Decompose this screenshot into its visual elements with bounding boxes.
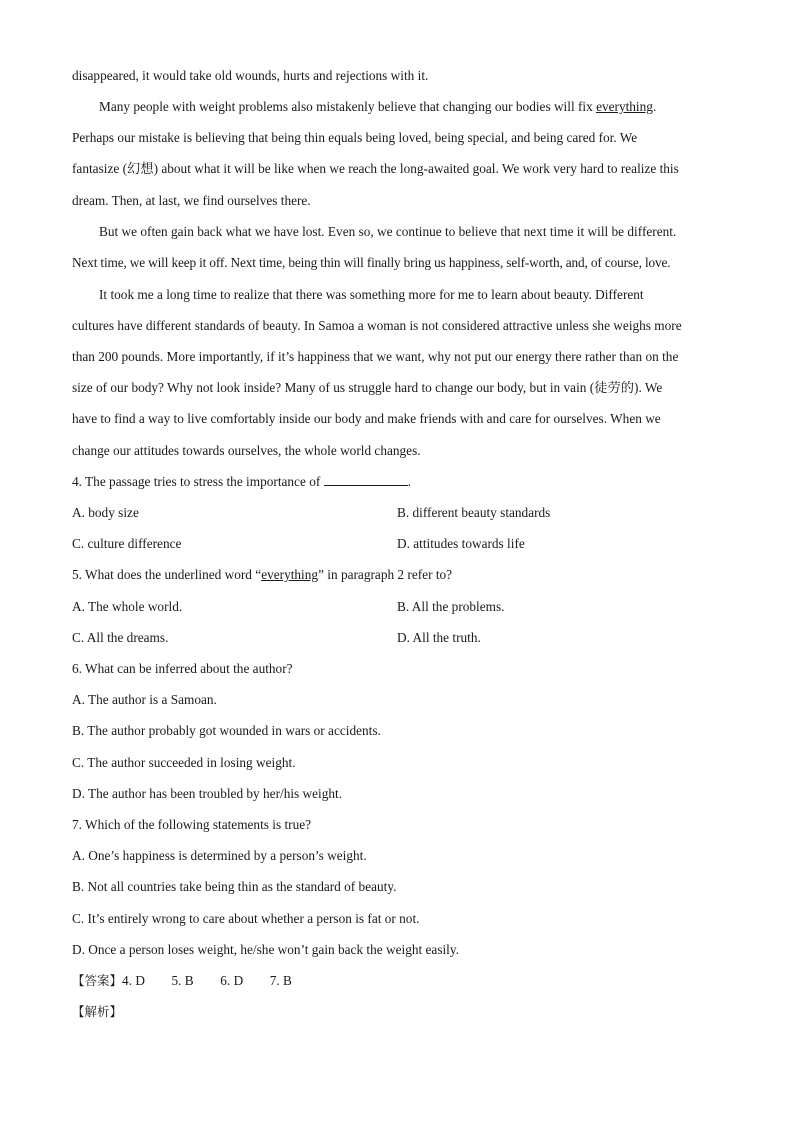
answer-text: 4. D 5. B 6. D 7. B xyxy=(122,973,292,988)
q7-stem: 7. Which of the following statements is true? xyxy=(72,817,312,832)
p2-text: Many people with weight problems also mistakenly believe that changing our bodies will fix xyxy=(99,99,597,114)
q7-option-a: A. One’s happiness is determined by a person’s weight. xyxy=(72,848,367,863)
q7-option-d: D. Once a person loses weight, he/she won’t gain back the weight easily. xyxy=(72,942,459,957)
q6-stem: 6. What can be inferred about the author? xyxy=(72,661,293,676)
q4-stem xyxy=(72,473,722,491)
passage-p4-line1: It took me a long time to realize that there was something more for me to learn about beauty. Different xyxy=(99,287,644,302)
q7-option-b: B. Not all countries take being thin as the standard of beauty. xyxy=(72,879,397,894)
passage-p2-line1 xyxy=(99,98,749,116)
q5-underlined-word: everything xyxy=(261,567,319,582)
q6-option-d: D. The author has been troubled by her/his weight. xyxy=(72,786,343,801)
passage-p4-line3: than 200 pounds. More importantly, if it’s happiness that we want, why not put our energy there rather than on the xyxy=(72,349,679,364)
q5-option-b: B. All the problems. xyxy=(397,599,505,614)
underlined-word: everything xyxy=(596,99,653,114)
passage-p4-line5: have to find a way to live comfortably inside our body and make friends with and care for ourselves. When we xyxy=(72,411,661,426)
q6-option-c: C. The author succeeded in losing weight. xyxy=(72,755,296,770)
q6-option-a: A. The author is a Samoan. xyxy=(72,692,217,707)
analysis-label: 【解析】 xyxy=(72,1004,123,1019)
q4-option-b: B. different beauty standards xyxy=(397,505,551,520)
passage-p4-line6: change our attitudes towards ourselves, the whole world changes. xyxy=(72,443,421,458)
q5-option-c: C. All the dreams. xyxy=(72,630,169,645)
q4-option-c: C. culture difference xyxy=(72,536,182,551)
answer-line xyxy=(72,972,722,990)
passage-p1-end: disappeared, it would take old wounds, hurts and rejections with it. xyxy=(72,68,429,83)
q6-option-b: B. The author probably got wounded in wars or accidents. xyxy=(72,723,381,738)
analysis-line xyxy=(72,1003,722,1021)
passage-p2-line3: fantasize (幻想) about what it will be like when we reach the long-awaited goal. We work very hard to realize this xyxy=(72,161,679,176)
passage-p2-line4: dream. Then, at last, we find ourselves there. xyxy=(72,193,311,208)
q4-option-d: D. attitudes towards life xyxy=(397,536,525,551)
q4-stem-text: 4. The passage tries to stress the importance of xyxy=(72,474,324,489)
passage-p2-line2: Perhaps our mistake is believing that being thin equals being loved, being special, and being cared for. We xyxy=(72,130,638,145)
q5-option-a: A. The whole world. xyxy=(72,599,183,614)
answer-blank xyxy=(324,473,408,486)
p2-punct: . xyxy=(652,99,657,114)
q4-option-a: A. body size xyxy=(72,505,139,520)
q5-stem-pre: 5. What does the underlined word “ xyxy=(72,567,262,582)
answer-label: 【答案】 xyxy=(72,973,123,988)
passage-p3-line2: Next time, we will keep it off. Next time, being thin will finally bring us happiness, self-worth, and, of course, love. xyxy=(72,255,671,270)
passage-p4-line4: size of our body? Why not look inside? Many of us struggle hard to change our body, but in vain (徒劳的). We xyxy=(72,380,663,395)
q4-stem-end: . xyxy=(407,474,411,489)
passage-p4-line2: cultures have different standards of beauty. In Samoa a woman is not considered attractive unless she weighs more xyxy=(72,318,682,333)
passage-p3-line1: But we often gain back what we have lost. Even so, we continue to believe that next time it will be different. xyxy=(99,224,677,239)
q5-stem xyxy=(72,566,722,584)
q5-option-d: D. All the truth. xyxy=(397,630,481,645)
q7-option-c: C. It’s entirely wrong to care about whether a person is fat or not. xyxy=(72,911,420,926)
q5-stem-post: ” in paragraph 2 refer to? xyxy=(318,567,453,582)
